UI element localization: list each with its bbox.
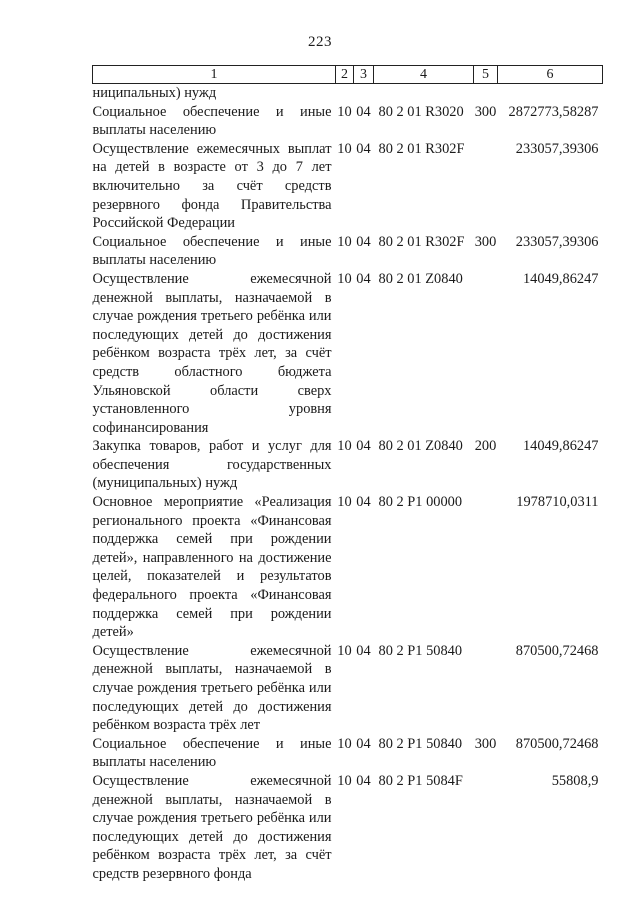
row-code-expense-type: 200 [474, 438, 497, 455]
row-code-expense-type: 300 [474, 103, 497, 120]
row-name: Осуществление ежемесячных выплат на детей в возрасте от 3 до 7 лет включительно за счёт средств резервного фонда Правительства Российской Федерации [92, 140, 332, 232]
row-code-section: 10 [337, 494, 352, 511]
row-name: Социальное обеспечение и иные выплаты населению [92, 103, 332, 139]
row-amount: 55808,9 [551, 772, 599, 789]
row-code-expense-type [474, 140, 498, 233]
table-body [93, 84, 603, 884]
row-amount: 1978710,0311 [516, 494, 599, 511]
row-name: Осуществление ежемесячной денежной выплаты, назначаемой в случае рождения третьего ребёнка или последующих детей до достижения ребёнком возраста трёх лет, за счёт средств резервного фонда [92, 772, 332, 882]
table-row [93, 642, 603, 735]
page-number: 223 [308, 34, 332, 50]
budget-table [92, 65, 603, 884]
row-name: Осуществление ежемесячной денежной выплаты, назначаемой в случае рождения третьего ребёнка или последующих детей до достижения ребёнком возраста трёх лет, за счёт средств областного бюджета Ульяновской области сверх установленного уровня софинансирования [92, 270, 332, 436]
row-code-expense-type [474, 642, 498, 735]
row-code-target: 80 2 P1 50840 [378, 642, 463, 659]
table-row [93, 84, 603, 103]
row-amount: 14049,86247 [522, 438, 599, 455]
table-row [93, 437, 603, 493]
row-code-section: 10 [337, 772, 352, 789]
table-row [93, 270, 603, 437]
row-code-section: 10 [337, 642, 352, 659]
header-col-1: 1 [93, 66, 336, 84]
row-code-section: 10 [337, 438, 352, 455]
row-code-subsection: 04 [356, 103, 371, 120]
row-code-section: 10 [337, 103, 352, 120]
row-code-subsection: 04 [356, 140, 371, 157]
row-code-expense-type [474, 270, 498, 437]
row-code-target: 80 2 P1 00000 [378, 494, 463, 511]
table-row [93, 140, 603, 233]
header-col-2: 2 [336, 66, 354, 84]
row-code-subsection: 04 [356, 494, 371, 511]
row-name: Основное мероприятие «Реализация регионального проекта «Финансовая поддержка семей при рождении детей», направленного на достижение целей, показателей и результатов федерального проекта «Финансовая поддержка семей при рождении детей» [92, 494, 332, 641]
table-row [93, 772, 603, 884]
row-code-section: 10 [337, 270, 352, 287]
row-code-section [336, 84, 354, 103]
row-amount: 870500,72468 [515, 642, 599, 659]
header-col-5: 5 [474, 66, 498, 84]
row-code-expense-type: 300 [474, 233, 497, 250]
row-amount: 14049,86247 [522, 270, 599, 287]
row-amount: 233057,39306 [515, 140, 599, 157]
row-name: Осуществление ежемесячной денежной выплаты, назначаемой в случае рождения третьего ребёнка или последующих детей до достижения ребёнком возраста трёх лет [92, 642, 332, 734]
table-header [93, 66, 603, 84]
row-code-target [374, 84, 474, 103]
row-code-subsection: 04 [356, 233, 371, 250]
row-name: Закупка товаров, работ и услуг для обеспечения государственных (муниципальных) нужд [92, 438, 332, 492]
row-code-target: 80 2 P1 50840 [378, 735, 463, 752]
header-col-3: 3 [354, 66, 374, 84]
row-code-target: 80 2 01 Z0840 [378, 438, 463, 455]
row-code-target: 80 2 01 Z0840 [378, 270, 463, 287]
row-amount [498, 84, 603, 103]
header-row [93, 66, 603, 84]
row-code-section: 10 [337, 140, 352, 157]
row-code-expense-type: 300 [474, 735, 497, 752]
row-code-subsection: 04 [356, 735, 371, 752]
row-code-section: 10 [337, 233, 352, 250]
row-code-subsection: 04 [356, 642, 371, 659]
row-code-section: 10 [337, 735, 352, 752]
row-amount: 870500,72468 [515, 735, 599, 752]
row-code-target: 80 2 01 R3020 [378, 103, 464, 120]
table-row [93, 735, 603, 772]
row-name: Социальное обеспечение и иные выплаты населению [92, 735, 332, 771]
row-code-expense-type [474, 493, 498, 642]
row-code-expense-type [474, 84, 498, 103]
row-code-target: 80 2 01 R302F [378, 233, 465, 250]
row-code-subsection: 04 [356, 772, 371, 789]
row-code-subsection: 04 [356, 438, 371, 455]
row-code-target: 80 2 01 R302F [378, 140, 465, 157]
row-amount: 2872773,58287 [508, 103, 599, 120]
table-row [93, 493, 603, 642]
header-col-4: 4 [374, 66, 474, 84]
row-code-target: 80 2 P1 5084F [378, 772, 463, 789]
row-name: Социальное обеспечение и иные выплаты населению [92, 233, 332, 269]
table-row [93, 233, 603, 270]
row-code-subsection [354, 84, 374, 103]
header-col-6: 6 [498, 66, 603, 84]
row-code-expense-type [474, 772, 498, 884]
table-row [93, 103, 603, 140]
row-amount: 233057,39306 [515, 233, 599, 250]
row-code-subsection: 04 [356, 270, 371, 287]
row-name: ниципальных) нужд [92, 85, 217, 101]
